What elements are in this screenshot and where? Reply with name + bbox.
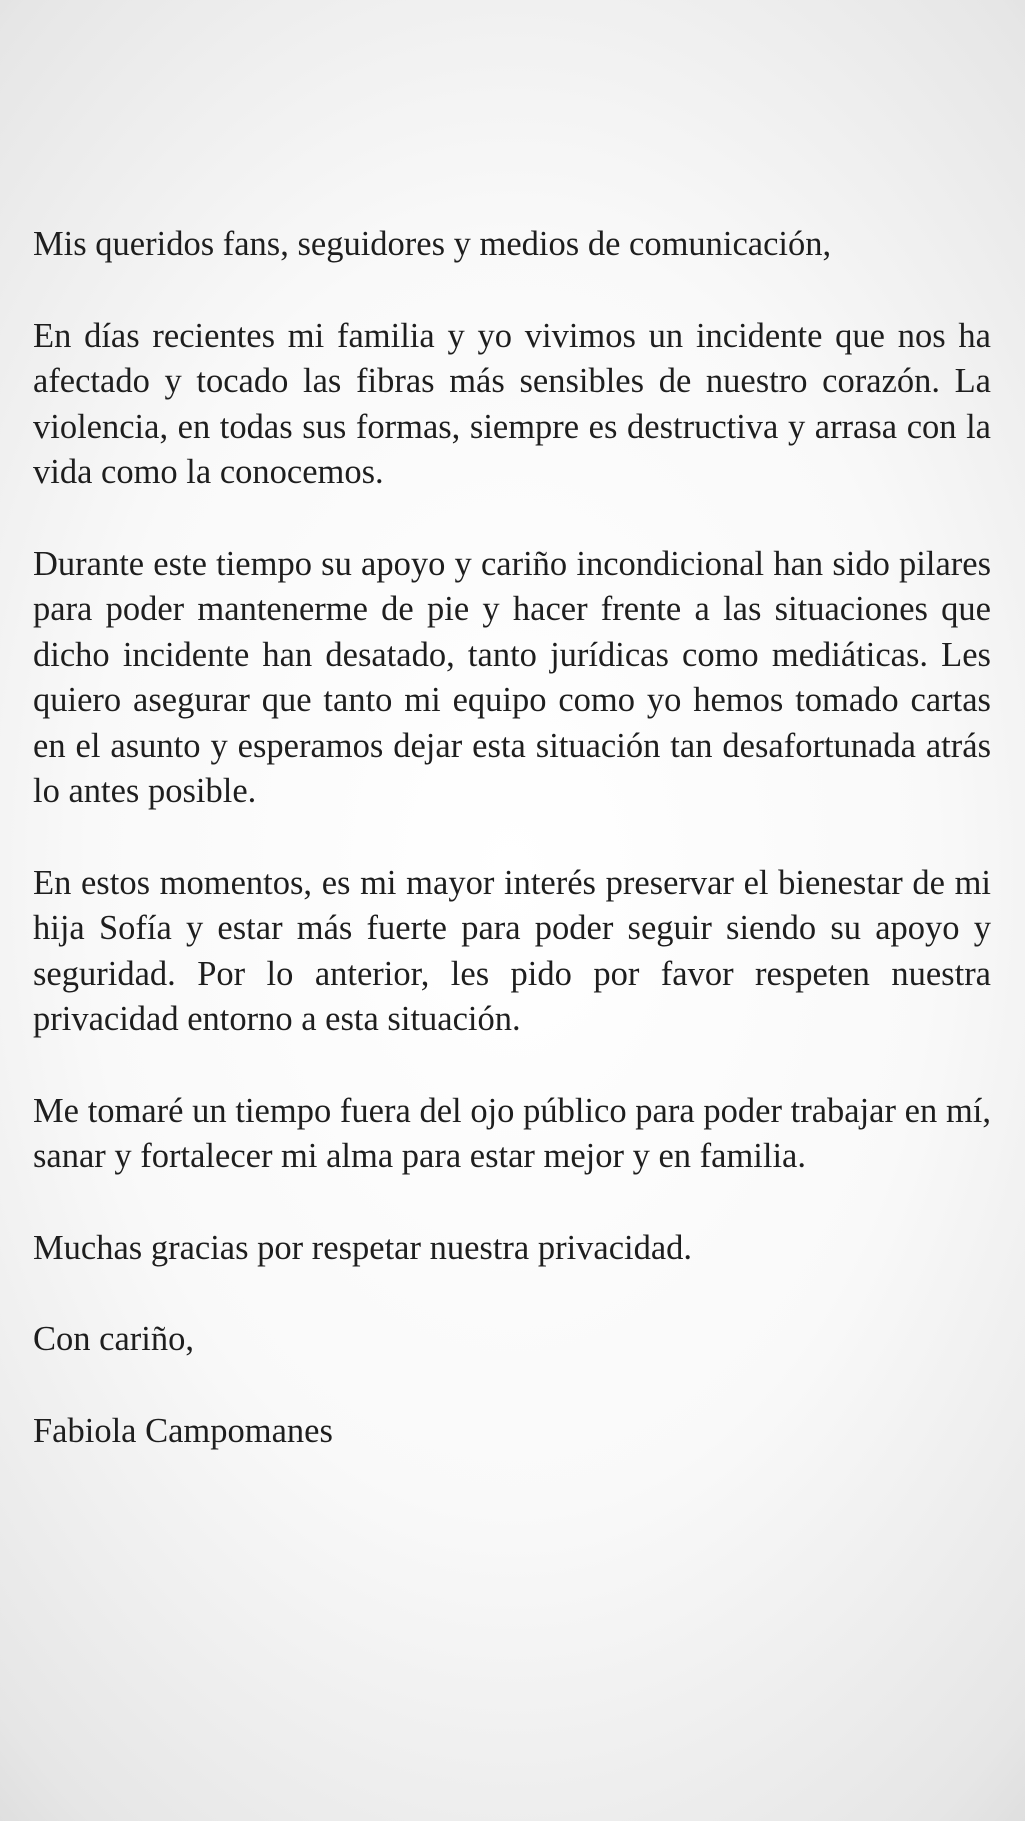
- letter-paragraph-incident: En días recientes mi familia y yo vivimos un incidente que nos ha afectado y tocado las fibras más sensibles de nuestro corazón. La violencia, en todas sus formas, siempre es destructiva y arrasa con la vida como la conocemos.: [33, 316, 991, 491]
- letter-body: [33, 222, 991, 1454]
- letter-paragraph-time-off: Me tomaré un tiempo fuera del ojo público para poder trabajar en mí, sanar y fortalecer mi alma para estar mejor y en familia.: [33, 1091, 991, 1175]
- letter-paragraph-support: Durante este tiempo su apoyo y cariño incondicional han sido pilares para poder mantenerme de pie y hacer frente a las situaciones que dicho incidente han desatado, tanto jurídicas como mediáticas. Les quiero asegurar que tanto mi equipo como yo hemos tomado cartas en el asunto y esperamos dejar esta situación tan desafortunada atrás lo antes posible.: [33, 544, 991, 810]
- letter-thanks: Muchas gracias por respetar nuestra privacidad.: [33, 1228, 693, 1267]
- letter-closing: Con cariño,: [33, 1320, 194, 1358]
- letter-signature: Fabiola Campomanes: [33, 1411, 333, 1450]
- letter-paragraph-privacy-request: En estos momentos, es mi mayor interés preservar el bienestar de mi hija Sofía y estar más fuerte para poder seguir siendo su apoyo y seguridad. Por lo anterior, les pido por favor respeten nuestra privacidad entorno a esta situación.: [33, 863, 991, 1038]
- letter-greeting: Mis queridos fans, seguidores y medios de comunicación,: [33, 225, 832, 263]
